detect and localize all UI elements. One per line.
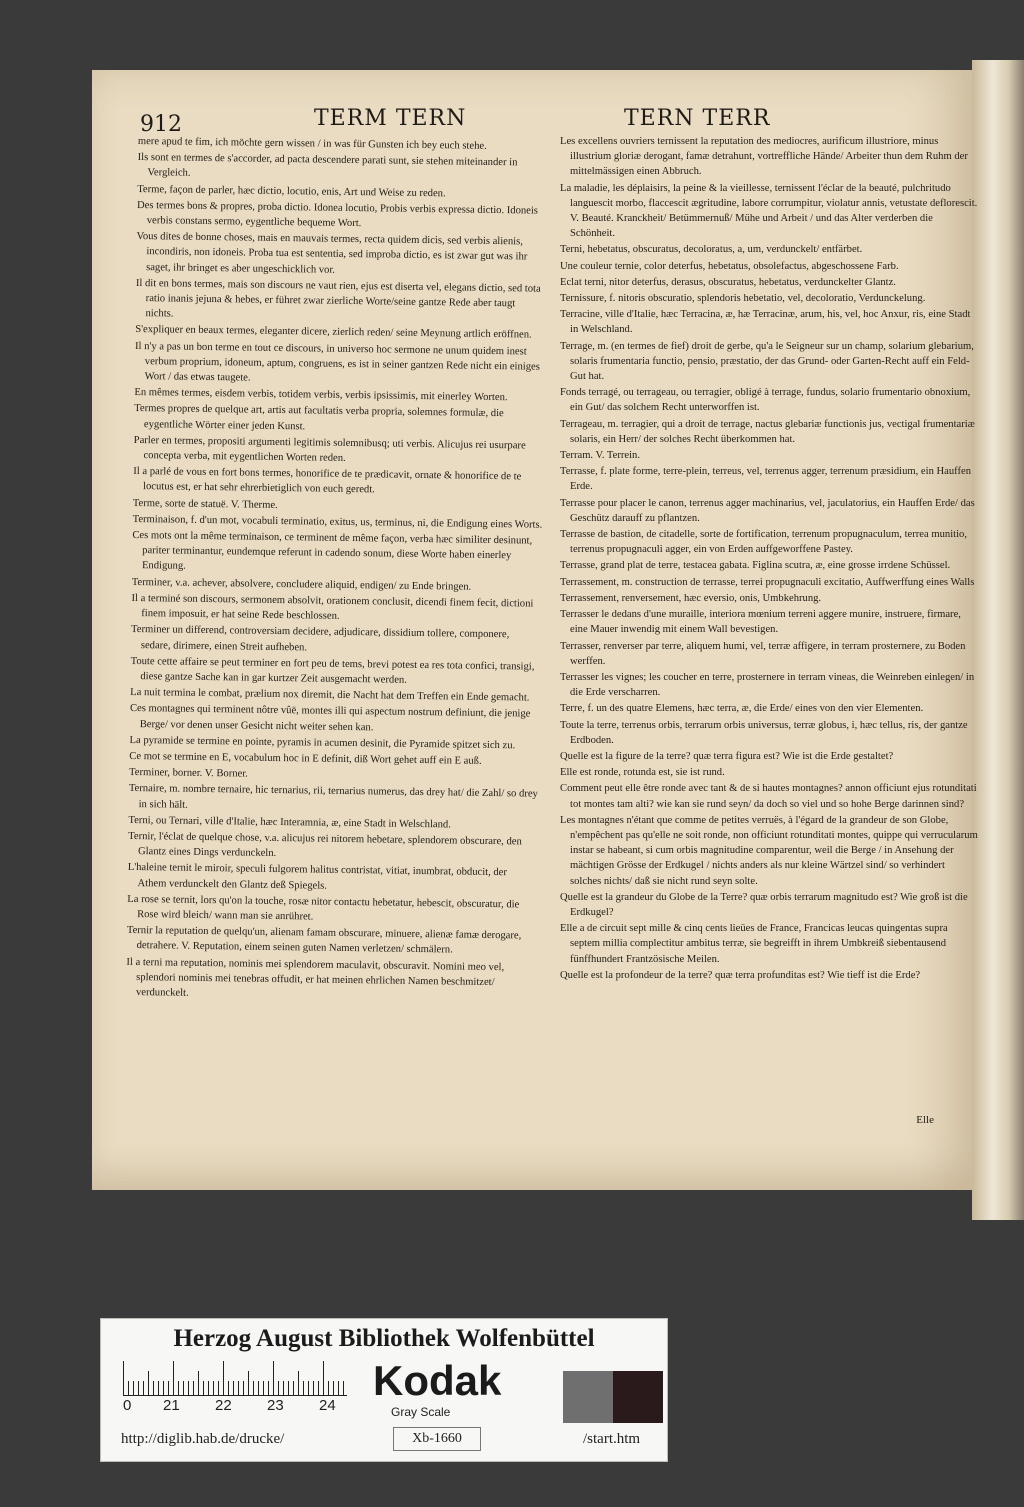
dictionary-entry: Terme, façon de parler, hæc dictio, locutio, enis, Art und Weise zu reden. xyxy=(137,183,446,199)
ruler-tick xyxy=(258,1381,259,1395)
dictionary-entry: Fonds terragé, ou terrageau, ou terragier, obligé à terrage, fundus, solario frumentario obnoxium, ein Gut/ das solchem Recht unterworffen ist. xyxy=(560,387,971,414)
dictionary-entry: Terminer un differend, controversiam decidere, adjudicare, dissidium tollere, componere, sedare, dirimere, einen Streit aufheben. xyxy=(131,624,510,653)
dark-patch xyxy=(613,1371,663,1423)
dictionary-entry: Elle est ronde, rotunda est, sie ist rund. xyxy=(560,767,725,779)
dictionary-entry: Les montagnes n'étant que comme de petites verruës, à l'égard de la grandeur de son Globe, n'empêchent pas qu'elle ne soit ronde, non officiunt rotunditati montes, quippe qui verrucularum instar se habeant, si cum orbis magnitudine comparentur, weil die Berge / in Ansehung der mächtigen Grösse der Erdkugel / nichts anders als nur kleine Wärtzel sind/ so verhindert solches nichts/ daß sie nicht rund seyn solte. xyxy=(560,814,978,887)
ruler-tick xyxy=(183,1381,184,1395)
ruler-scale xyxy=(123,1361,347,1396)
ruler-tick xyxy=(208,1381,209,1395)
dictionary-entry: Terram. V. Terrein. xyxy=(560,450,641,462)
ruler-tick xyxy=(203,1381,204,1395)
dictionary-entry: Terni, ou Ternari, ville d'Italie, hæc Interamnia, æ, eine Stadt in Welschland. xyxy=(128,814,451,831)
ruler-tick xyxy=(138,1381,139,1395)
dictionary-entry: Ce mot se termine en E, vocabulum hoc in E definit, diß Wort gehet auff ein E auß. xyxy=(129,750,482,767)
ruler-tick xyxy=(253,1381,254,1395)
dictionary-entry: Ces mots ont la même terminaison, ce terminent de même façon, verba hæc similiter desinunt, pariter terminantur, eundemque referunt in cadendo sonum, diese Worte haben einerley Endigung. xyxy=(132,530,533,573)
dictionary-entry: Les excellens ouvriers ternissent la reputation des mediocres, aurificum illustriore, minus illustrium gloriæ derogant, famæ detrahunt, vortreffliche Hände/ Arbeiter thun dem Ruhm der mittelmässigen einen Abbruch. xyxy=(560,136,968,178)
dictionary-entry: Eclat terni, nitor deterfus, derasus, obscuratus, hebetatus, verdunckelter Glantz. xyxy=(560,276,896,288)
ruler-label: 21 xyxy=(163,1397,180,1414)
dictionary-entry: Parler en termes, propositi argumenti legitimis solemnibusq; uti verbis. Alicujus rei usurpare concepta verba, mit eygentlichen Worten reden. xyxy=(133,434,526,464)
dictionary-entry: Terrasser, renverser par terre, aliquem humi, vel, terræ affigere, in terram prosternere, zu Boden werffen. xyxy=(560,640,966,667)
dictionary-entry: Quelle est la profondeur de la terre? quæ terra profunditas est? Wie tieff ist die Erde? xyxy=(560,969,921,981)
ruler-tick xyxy=(333,1381,334,1395)
dictionary-entry: Ternaire, m. nombre ternaire, hic ternarius, rii, ternarius numerus, das drey hat/ die Zahl/ so drey in sich hält. xyxy=(128,783,538,811)
url-right[interactable]: /start.htm xyxy=(583,1431,641,1447)
book-page-edge xyxy=(972,60,1024,1220)
ruler-label: 22 xyxy=(215,1397,232,1414)
running-head-left: TERM TERN xyxy=(314,106,467,131)
ruler-tick xyxy=(163,1381,164,1395)
ruler-label: 0 xyxy=(123,1397,132,1414)
ruler-tick xyxy=(298,1371,299,1395)
ruler-label: 23 xyxy=(267,1397,284,1414)
ruler-tick xyxy=(293,1381,294,1395)
ruler-tick xyxy=(228,1381,229,1395)
ruler-tick xyxy=(318,1381,319,1395)
ruler-tick xyxy=(223,1361,224,1395)
ruler-tick xyxy=(213,1381,214,1395)
dictionary-entry: Il dit en bons termes, mais son discours ne vaut rien, ejus est diserta vel, elegans dictio, sed tota ratio inanis jejuna & hebes, er führet zwar zierliche Worte/seine gantze Rede aber taugt nichts. xyxy=(135,277,541,320)
ruler-tick xyxy=(143,1381,144,1395)
url-left[interactable]: http://diglib.hab.de/drucke/ xyxy=(121,1431,285,1447)
dictionary-entry: Ils sont en termes de s'accorder, ad pacta descendere parati sunt, sie stehen miteinander in Vergleich. xyxy=(137,152,518,180)
dictionary-entry: Terrassement, m. construction de terrasse, terrei propugnaculi excitatio, Auffwerffung eines Walls xyxy=(560,576,975,588)
dictionary-entry: Ternissure, f. nitoris obscuratio, splendoris hebetatio, vel, decoloratio, Verdunckelung. xyxy=(560,293,926,305)
ruler-tick xyxy=(308,1381,309,1395)
catchword: Elle xyxy=(916,1114,934,1126)
ruler-tick xyxy=(218,1381,219,1395)
dictionary-entry: Toute la terre, terrenus orbis, terrarum orbis universus, terræ globus, i, hæc tellus, ris, der gantze Erdboden. xyxy=(560,719,968,746)
ruler-tick xyxy=(328,1381,329,1395)
page-number: 912 xyxy=(140,112,182,137)
dictionary-entry: Vous dites de bonne choses, mais en mauvais termes, recta quidem dicis, sed verbis alienis, incondiris, non idoneis. Proba tua est sententia, sed improba dictio, es ist zwar gut was ihr saget, ihr bringet es aber ungeschicklich vor. xyxy=(136,231,528,276)
color-target-card xyxy=(100,1318,668,1462)
ruler-tick xyxy=(243,1381,244,1395)
dictionary-entry: La rose se ternit, lors qu'on la touche, rosæ nitor contactu hebetatur, hebescit, obscuratur, die Rose wird bleich/ wann man sie anrühret. xyxy=(127,893,520,923)
dictionary-entry: mere apud te fim, ich möchte gern wissen / in was für Gunsten ich bey euch stehe. xyxy=(137,135,487,152)
ruler-tick xyxy=(178,1381,179,1395)
ruler-label: 24 xyxy=(319,1397,336,1414)
dictionary-entry: Termes propres de quelque art, artis aut facultatis verba propria, solemnes formulæ, die eygentliche Wörter einer jeden Kunst. xyxy=(134,403,504,433)
ruler-tick xyxy=(268,1381,269,1395)
dictionary-entry: L'haleine ternit le miroir, speculi fulgorem halitus contristat, vitiat, inumbrat, obducit, der Athem verdunckelt den Glantz deß Spiegels. xyxy=(127,862,508,892)
book-page xyxy=(92,70,978,1190)
dictionary-entry: Terrasse pour placer le canon, terrenus agger machinarius, vel, jaculatorius, ein Hauffen Erde/ das Geschütz darauff zu pflantzen. xyxy=(560,497,975,524)
dictionary-entry: Il a terminé son discours, sermonem absolvit, orationem conclusit, dicendi finem fecit, dictioni finem imposuit, er hat seine Rede beschlossen. xyxy=(131,592,534,622)
ruler-tick xyxy=(128,1381,129,1395)
ruler-tick xyxy=(313,1381,314,1395)
dictionary-entry: Ces montagnes qui terminent nôtre vûë, montes illi qui aspectum nostrum definiunt, die jenige Berge/ vor denen unser Gesicht nicht weiter sehen kan. xyxy=(129,703,531,733)
dictionary-entry: Elle a de circuit sept mille & cinq cents lieües de France, Francicas leucas quingentas supra septem millia complectitur ambitus terræ, sie begreifft in ihrem Umbkreiß siebentausend fünffhundert Frantzösische Meilen. xyxy=(560,923,948,965)
ruler-tick xyxy=(188,1381,189,1395)
dictionary-entry: Il a parlé de vous en fort bons termes, honorifice de te prædicavit, ornate & honorifice de te locutus est, er hat sehr ehrerbietiglich von euch geredt. xyxy=(133,466,522,496)
right-column xyxy=(560,134,978,984)
dictionary-entry: La pyramide se termine en pointe, pyramis in acumen desinit, die Pyramide spitzet sich zu. xyxy=(129,734,516,752)
dictionary-entry: Quelle est la figure de la terre? quæ terra figura est? Wie ist die Erde gestaltet? xyxy=(560,750,894,762)
ruler-tick xyxy=(323,1361,324,1395)
dictionary-entry: Il n'y a pas un bon terme en tout ce discours, in universo hoc sermone ne unum quidem inest verbum proprium, idoneum, aptum, congruens, es ist in seiner gantzen Rede nicht ein einiges Wort / das etwas taugete. xyxy=(134,340,540,384)
dictionary-entry: Terrage, m. (en termes de fief) droit de gerbe, qu'a le Seigneur sur un champ, solarium glebarium, solaris frumentaria functio, pensio, præstatio, der das Grund- oder Garten-Recht auff ein Feld-Gut hat. xyxy=(560,340,974,383)
dictionary-entry: Terminer, v.a. achever, absolvere, concludere aliquid, endigen/ zu Ende bringen. xyxy=(131,576,472,593)
dictionary-entry: Terni, hebetatus, obscuratus, decoloratus, a, um, verdunckelt/ entfärbet. xyxy=(560,244,863,256)
ruler-tick xyxy=(233,1381,234,1395)
dictionary-entry: Terrasser le dedans d'une muraille, interiora mœnium terreni aggere munire, instruere, firmare, eine Mauer inwendig mit einem Wall bevestigen. xyxy=(560,609,961,636)
ruler-tick xyxy=(303,1381,304,1395)
dictionary-entry: Une couleur ternie, color deterfus, hebetatus, obsolefactus, abgeschossene Farb. xyxy=(560,260,899,272)
ruler-tick xyxy=(338,1381,339,1395)
dictionary-entry: Terminer, borner. V. Borner. xyxy=(129,767,248,780)
dictionary-entry: Comment peut elle être ronde avec tant & de si hautes montagnes? annon officiunt ejus rotunditati tot montes tam alti? wie kan sie rund seyn/ da doch so viel und so hohe Berge darinnen sind? xyxy=(560,783,977,810)
ruler-tick xyxy=(193,1381,194,1395)
left-column xyxy=(126,134,548,1007)
gray-scale-label: Gray Scale xyxy=(391,1405,451,1419)
ruler-tick xyxy=(173,1361,174,1395)
ruler-tick xyxy=(198,1371,199,1395)
dictionary-entry: La maladie, les déplaisirs, la peine & la vieillesse, ternissent l'éclar de la beauté, pulchritudo languescit morbo, flaccescit ægritudine, labore corrumpitur, violatur annis, vetustate deflorescit. V. Beauté. Kranckheit/ Betümmernuß/ Mühe und Arbeit / und das Alter verderben die Schönheit. xyxy=(560,182,978,240)
library-title: Herzog August Bibliothek Wolfenbüttel xyxy=(173,1325,595,1352)
dictionary-entry: S'expliquer en beaux termes, eleganter dicere, zierlich reden/ seine Meynung artlich eröffnen. xyxy=(135,324,532,341)
dictionary-entry: Terrasse, f. plate forme, terre-plein, terreus, vel, terrenus agger, terrenum præsidium, ein Hauffen Erde. xyxy=(560,466,972,493)
dictionary-entry: Terme, sorte de statuë. V. Therme. xyxy=(132,497,278,511)
dictionary-entry: Toute cette affaire se peut terminer en fort peu de tems, brevi potest ea res tota confici, transigi, diese gantze Sache kan in gar kurtzer Zeit ausgemacht werden. xyxy=(130,655,535,686)
ruler-tick xyxy=(278,1381,279,1395)
dictionary-entry: En mêmes termes, eisdem verbis, totidem verbis, verbis ipsissimis, mit einerley Worten. xyxy=(134,387,508,404)
dictionary-entry: Il a terni ma reputation, nominis mei splendorem maculavit, obscuravit. Nomini meo vel, splendori nominis mei tenebras offudit, er hat meinen ehrlichen Namen beschmitzet/ verdunckelt. xyxy=(126,956,505,999)
ruler-tick xyxy=(148,1371,149,1395)
ruler-tick xyxy=(133,1381,134,1395)
ruler-tick xyxy=(343,1381,344,1395)
dictionary-entry: Terrasse, grand plat de terre, testacea gabata. Figlina scutra, æ, eine grosse irrdene Schüssel. xyxy=(560,560,951,572)
dictionary-entry: Terracine, ville d'Italie, hæc Terracina, æ, hæ Terracinæ, arum, his, vel, hoc Anxur, ris, eine Stadt in Welschland. xyxy=(560,309,971,336)
dictionary-entry: Terrasser les vignes; les coucher en terre, prosternere in terram vineas, die Weinreben einlegen/ in die Erde verscharren. xyxy=(560,671,975,699)
ruler-tick xyxy=(263,1381,264,1395)
dictionary-entry: Des termes bons & propres, proba dictio. Idonea locutio, Probis verbis expressa dictio. Idoneis verbis constans sermo, eygentliche bequeme Wort. xyxy=(136,199,539,230)
ruler-tick xyxy=(248,1371,249,1395)
running-head-right: TERN TERR xyxy=(624,106,771,131)
kodak-logo: Kodak xyxy=(373,1357,502,1404)
gray-patch xyxy=(563,1371,613,1423)
dictionary-entry: La nuit termina le combat, prælium nox diremit, die Nacht hat dem Treffen ein Ende gemacht. xyxy=(130,687,530,704)
ruler-tick xyxy=(283,1381,284,1395)
dictionary-entry: Ternir la reputation de quelqu'un, alienam famam obscurare, minuere, alienæ famæ derogare, detrahere. V. Reputation, einem seinen guten Namen verletzen/ schmälern. xyxy=(126,925,522,956)
shelfmark-box: Xb-1660 xyxy=(393,1427,481,1451)
dictionary-entry: Terrasse de bastion, de citadelle, sorte de fortification, terrenum propugnaculum, terrea munitio, terrenus propugnaculi agger, ein von Erden auffgeworffene Pastey. xyxy=(560,529,967,556)
ruler-tick xyxy=(123,1361,124,1395)
dictionary-entry: Terre, f. un des quatre Elemens, hæc terra, æ, die Erde/ eines von den vier Elementen. xyxy=(560,703,924,715)
dictionary-entry: Terminaison, f. d'un mot, vocabuli terminatio, exitus, us, terminus, ni, die Endigung eines Worts. xyxy=(132,513,543,531)
ruler-tick xyxy=(168,1381,169,1395)
ruler-tick xyxy=(288,1381,289,1395)
ruler-tick xyxy=(158,1381,159,1395)
dictionary-entry: Terrageau, m. terragier, qui a droit de terrage, nactus glebariæ functionis jus, vectigal frumentariæ solaris, ein Herr/ der solches Recht überkommen hat. xyxy=(560,418,975,445)
dictionary-entry: Quelle est la grandeur du Globe de la Terre? quæ orbis terrarum magnitudo est? Wie groß ist die Erdkugel? xyxy=(560,891,968,918)
ruler-tick xyxy=(238,1381,239,1395)
ruler-tick xyxy=(273,1361,274,1395)
dictionary-entry: Ternir, l'éclat de quelque chose, v.a. alicujus rei nitorem hebetare, splendorem obscurare, den Glantz eines Dings verdunckeln. xyxy=(128,830,522,860)
dictionary-entry: Terrassement, renversement, hæc eversio, onis, Umbkehrung. xyxy=(560,592,822,604)
ruler-tick xyxy=(153,1381,154,1395)
